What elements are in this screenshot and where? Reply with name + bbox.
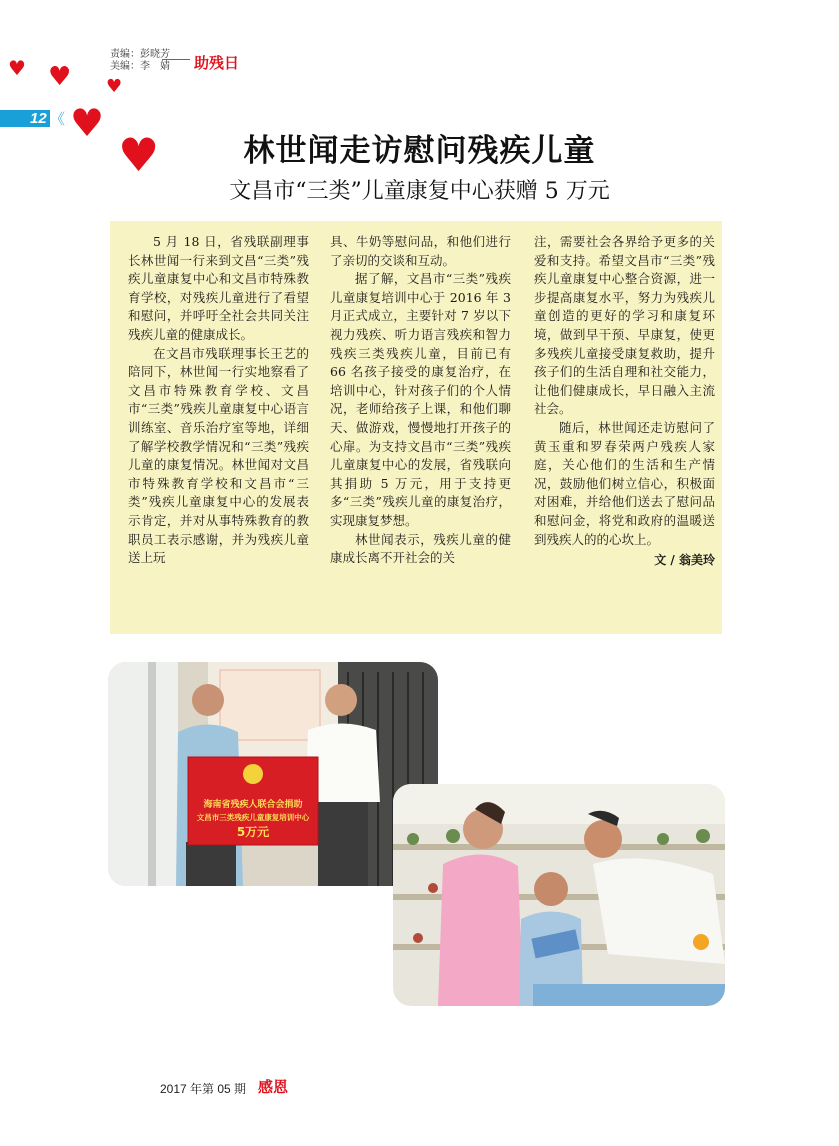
- heart-decoration-icon: ♥: [8, 56, 26, 80]
- paragraph: 具、牛奶等慰问品，和他们进行了亲切的交谈和互动。: [330, 234, 511, 268]
- heart-decoration-icon: ♥: [106, 76, 123, 97]
- issue-footer: 2017 年第 05 期: [160, 1082, 247, 1096]
- article-title: 林世闻走访慰问残疾儿童: [243, 133, 596, 169]
- page-number: 12: [30, 110, 47, 127]
- article-body: [110, 221, 722, 634]
- article-column-1: [128, 233, 309, 568]
- heart-decoration-icon: ♥: [48, 62, 72, 92]
- section-title: 助残日: [194, 54, 240, 72]
- article-subtitle: 文昌市“三类”儿童康复中心获赠 5 万元: [229, 179, 610, 204]
- heart-decoration-icon: ♥: [118, 128, 160, 182]
- heart-decoration-icon: ♥: [70, 101, 105, 145]
- paragraph: 随后，林世闻还走访慰问了黄玉重和罗春荣两户残疾人家庭，关心他们的生活和生产情况，鼓励他们树立信心，积极面对困难，并给他们送去了慰问品和慰问金，将党和政府的温暖送到残疾人的的心坎上。: [534, 419, 715, 547]
- paragraph: 据了解，文昌市“三类”残疾儿童康复培训中心于 2016 年 3 月正式成立，主要针对 7 岁以下视力残疾、听力语言残疾和智力残疾三类残疾儿童，目前已有 66 名孩子接受的康复治疗，在培训中心，针对孩子们的个人情况，老师给孩子上课，和他们聊天、做游戏，慢慢地打开孩子的心扉。为支持文昌市“三类”残疾儿童康复中心的发展，省残联向其捐助 5 万元，用于支持更多“三类”残疾儿童的康复治疗，实现康复梦想。: [330, 271, 511, 528]
- visit-photo: [393, 784, 725, 1006]
- magazine-logo: 感恩: [258, 1078, 289, 1096]
- paragraph: 林世闻表示，残疾儿童的健康成长离不开社会的关: [330, 531, 511, 566]
- paragraph: 在文昌市残联理事长王艺的陪同下，林世闻一行实地察看了文昌市特殊教育学校、文昌市“三类”残疾儿童康复中心语言训练室、音乐治疗室等地，详细了解学校教学情况和“三类”残疾儿童的康复情况。林世闻对文昌市特殊教育学校和文昌市“三类”残疾儿童康复中心的发展表示肯定，并对从事特殊教育的教职员工表示感谢，并为残疾儿童送上玩: [128, 345, 309, 566]
- article-column-2: [330, 233, 511, 568]
- donation-photo: [108, 662, 438, 886]
- header-rule: [162, 59, 190, 60]
- article-author: 文 / 翁美玲: [654, 553, 715, 568]
- editor-credits: [110, 49, 170, 73]
- board-line-1: 海南省残疾人联合会捐助: [203, 800, 303, 810]
- board-amount: 5万元: [236, 825, 270, 839]
- board-line-2: 文昌市三类残疾儿童康复培训中心: [196, 813, 310, 822]
- editor-credit: 责编：彭晓芳: [110, 49, 170, 60]
- paragraph: 注，需要社会各界给予更多的关爱和支持。希望文昌市“三类”残疾儿童康复中心整合资源，进一步提高康复水平，努力为残疾儿童创造的更好的学习和康复环境，做到早干预、早康复，使更多残疾儿童接受康复救助，提升孩子们的生活自理和社交能力，让他们健康成长，早日融入主流社会。: [534, 234, 715, 417]
- designer-credit: 美编：李 婧: [110, 61, 170, 72]
- article-column-3: [534, 233, 715, 570]
- page-arrow-icon: 《: [50, 110, 66, 128]
- paragraph: 5 月 18 日，省残联副理事长林世闻一行来到文昌“三类”残疾儿童康复中心和文昌市特殊教育学校，对残疾儿童进行了看望和慰问，并呼吁全社会共同关注残疾儿童的健康成长。: [128, 234, 309, 342]
